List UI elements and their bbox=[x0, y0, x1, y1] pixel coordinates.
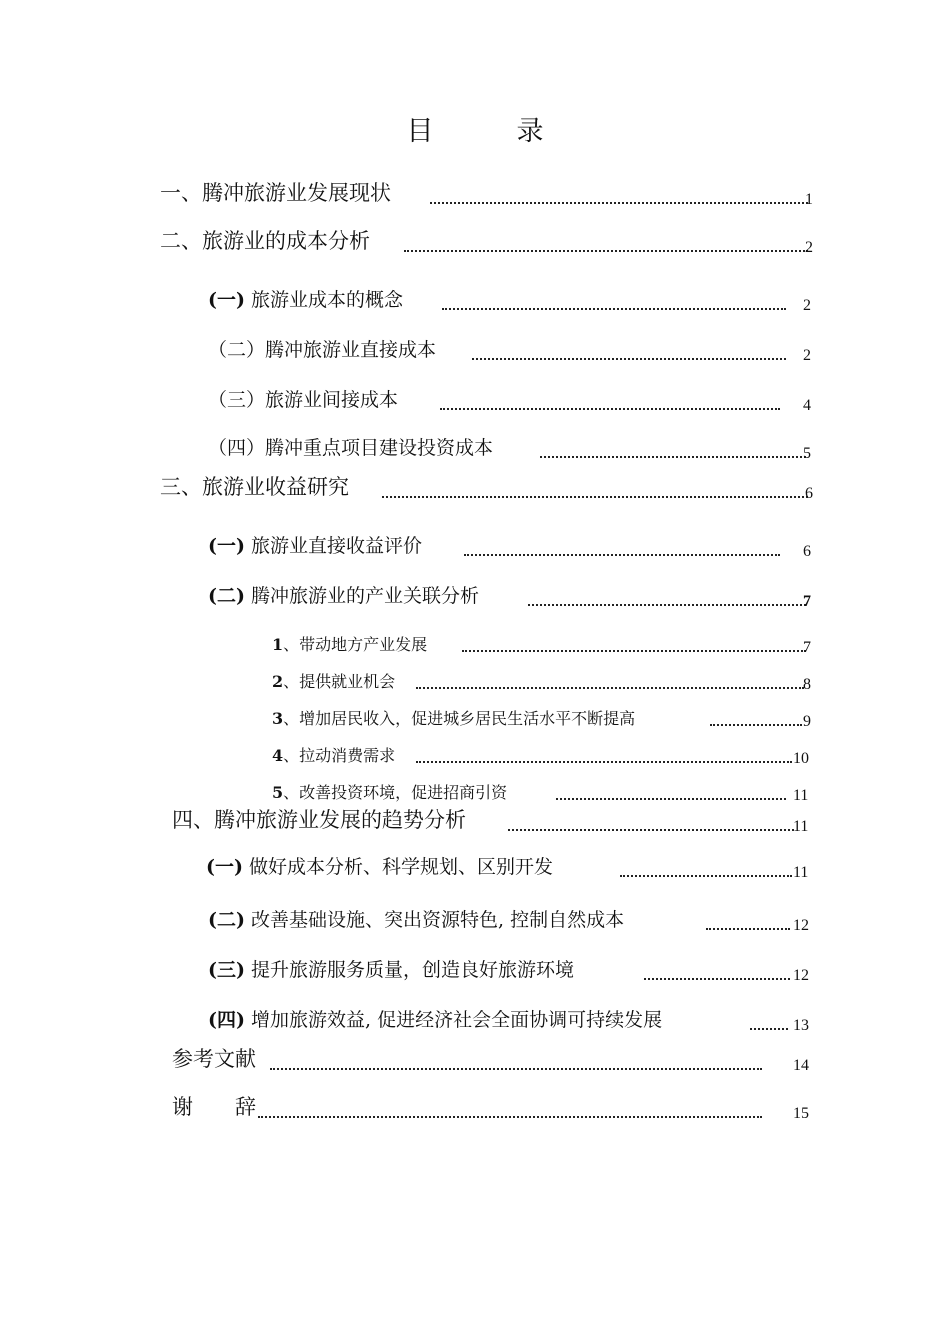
toc-entry-title: 、提供就业机会 bbox=[283, 671, 396, 691]
toc-entry-number: (一) bbox=[208, 289, 245, 312]
toc-leader-dots bbox=[258, 1116, 762, 1118]
toc-entry[interactable] bbox=[208, 332, 820, 368]
toc-entry-title: 、带动地方产业发展 bbox=[283, 634, 428, 654]
toc-entry-label bbox=[272, 672, 395, 691]
toc-entry-title: 三、旅游业收益研究 bbox=[160, 474, 349, 499]
toc-entry[interactable] bbox=[272, 698, 820, 734]
toc-leader-dots bbox=[644, 978, 790, 980]
toc-leader-dots bbox=[404, 250, 808, 252]
toc-entry[interactable] bbox=[208, 528, 820, 564]
toc-leader-dots bbox=[430, 202, 808, 204]
toc-entry-label bbox=[206, 856, 553, 879]
toc-entry[interactable] bbox=[208, 1002, 820, 1038]
toc-entry-label bbox=[172, 1046, 256, 1072]
toc-entry-number: (二) bbox=[208, 585, 245, 608]
toc-entry[interactable] bbox=[206, 849, 820, 885]
toc-entry-number: 2 bbox=[272, 671, 284, 691]
toc-entry-title: （四）腾冲重点项目建设投资成本 bbox=[208, 437, 494, 460]
toc-leader-dots bbox=[710, 724, 802, 726]
toc-entry-title: 旅游业直接收益评价 bbox=[244, 535, 423, 558]
toc-page-number: 10 bbox=[793, 750, 809, 767]
toc-entry[interactable] bbox=[172, 1042, 820, 1078]
toc-entry-number: 4 bbox=[272, 745, 284, 765]
toc-entry-title: 一、腾冲旅游业发展现状 bbox=[160, 180, 391, 205]
toc-entry[interactable] bbox=[160, 176, 820, 212]
toc-page-number: 6 bbox=[803, 543, 811, 560]
toc-page-number: 6 bbox=[805, 485, 813, 502]
toc-page-number: 15 bbox=[793, 1105, 809, 1122]
toc-page-number: 2 bbox=[805, 239, 813, 256]
toc-page-number: 7 bbox=[803, 593, 811, 610]
toc-entry-label bbox=[272, 783, 507, 802]
toc-entry-title: 谢 辞 bbox=[172, 1094, 256, 1119]
toc-entry-label bbox=[160, 228, 370, 254]
toc-page-number: 4 bbox=[803, 397, 811, 414]
toc-leader-dots bbox=[440, 408, 780, 410]
toc-entry-label bbox=[208, 959, 574, 982]
toc-leader-dots bbox=[508, 829, 794, 831]
toc-entry-label bbox=[160, 180, 391, 206]
toc-leader-dots bbox=[472, 358, 786, 360]
toc-leader-dots bbox=[464, 554, 780, 556]
toc-page-number: 12 bbox=[793, 917, 809, 934]
toc-entry[interactable] bbox=[208, 902, 820, 938]
toc-entry[interactable] bbox=[208, 430, 820, 466]
toc-entry-title: 参考文献 bbox=[172, 1046, 256, 1071]
toc-entry[interactable] bbox=[272, 624, 820, 660]
toc-page-number: 11 bbox=[793, 787, 809, 804]
toc-entry-title: （二）腾冲旅游业直接成本 bbox=[208, 339, 437, 362]
toc-entry-title: 腾冲旅游业的产业关联分析 bbox=[244, 585, 480, 608]
toc-entry-label bbox=[208, 1009, 662, 1032]
toc-entry-number: (四) bbox=[208, 1009, 245, 1032]
toc-page-number: 2 bbox=[803, 297, 811, 314]
toc-leader-dots bbox=[528, 604, 806, 606]
toc-entry-number: (一) bbox=[206, 856, 243, 879]
toc-leader-dots bbox=[750, 1028, 788, 1030]
toc-entry-title: 做好成本分析、科学规划、区别开发 bbox=[242, 856, 554, 879]
toc-entry[interactable] bbox=[208, 382, 820, 418]
toc-entry-title: 二、旅游业的成本分析 bbox=[160, 228, 370, 253]
toc-page-number: 9 bbox=[803, 713, 811, 730]
toc-page-number: 8 bbox=[803, 676, 811, 693]
toc-entry-label bbox=[208, 437, 493, 460]
toc-entry-label bbox=[208, 339, 436, 362]
toc-leader-dots bbox=[540, 456, 806, 458]
toc-entry-title: （三）旅游业间接成本 bbox=[208, 389, 399, 412]
toc-entry-label bbox=[160, 474, 349, 500]
toc-entry-title: 旅游业成本的概念 bbox=[244, 289, 404, 312]
toc-entry-label bbox=[208, 535, 422, 558]
toc-entry-label bbox=[272, 709, 635, 728]
toc-entry-title: 四、腾冲旅游业发展的趋势分析 bbox=[172, 807, 466, 832]
toc-page-number: 1 bbox=[805, 191, 813, 208]
toc-leader-dots bbox=[706, 928, 790, 930]
toc-entry-label bbox=[208, 389, 398, 412]
toc-entry-title: 、拉动消费需求 bbox=[283, 745, 396, 765]
toc-leader-dots bbox=[416, 761, 792, 763]
toc-entry-title: 增加旅游效益, 促进经济社会全面协调可持续发展 bbox=[244, 1009, 663, 1032]
toc-entry[interactable] bbox=[208, 578, 820, 614]
toc-entry[interactable] bbox=[172, 1090, 820, 1126]
toc-page-number: 13 bbox=[793, 1017, 809, 1034]
toc-entry[interactable] bbox=[160, 470, 820, 506]
toc-entry-label bbox=[208, 909, 624, 932]
toc-entry[interactable] bbox=[272, 661, 820, 697]
toc-leader-dots bbox=[442, 308, 786, 310]
toc-page-number: 2 bbox=[803, 347, 811, 364]
toc-leader-dots bbox=[270, 1068, 762, 1070]
toc-entry-label bbox=[272, 746, 395, 765]
toc-entry-number: 1 bbox=[272, 634, 284, 654]
toc-page-number: 14 bbox=[793, 1057, 809, 1074]
page-title: 目 录 bbox=[406, 116, 572, 147]
toc-entry-title: 提升旅游服务质量，创造良好旅游环境 bbox=[244, 959, 575, 982]
toc-page-number: 12 bbox=[793, 967, 809, 984]
toc-entry-title: 、增加居民收入，促进城乡居民生活水平不断提高 bbox=[283, 708, 636, 728]
toc-entry-label bbox=[272, 635, 427, 654]
toc-leader-dots bbox=[556, 798, 786, 800]
toc-page-number: 11 bbox=[793, 818, 809, 835]
toc-entry-number: (一) bbox=[208, 535, 245, 558]
toc-entry-number: (三) bbox=[208, 959, 245, 982]
toc-entry[interactable] bbox=[172, 803, 820, 839]
toc-entry-label bbox=[172, 807, 466, 833]
toc-page-number: 11 bbox=[793, 864, 809, 881]
toc-leader-dots bbox=[382, 496, 808, 498]
toc-entry-number: 3 bbox=[272, 708, 284, 728]
toc-entry-label bbox=[208, 585, 479, 608]
toc-leader-dots bbox=[620, 875, 792, 877]
toc-page-number: 5 bbox=[803, 445, 811, 462]
toc-entry-label bbox=[208, 289, 403, 312]
toc-entry[interactable] bbox=[208, 952, 820, 988]
toc-entry[interactable] bbox=[272, 735, 820, 771]
toc-entry-number: 5 bbox=[272, 782, 284, 802]
toc-entry-title: 、改善投资环境，促进招商引资 bbox=[283, 782, 508, 802]
toc-entry-title: 改善基础设施、突出资源特色, 控制自然成本 bbox=[244, 909, 625, 932]
toc-entry[interactable] bbox=[208, 282, 820, 318]
toc-entry[interactable] bbox=[160, 224, 820, 260]
toc-entry-number: (二) bbox=[208, 909, 245, 932]
toc-leader-dots bbox=[462, 650, 806, 652]
toc-leader-dots bbox=[416, 687, 804, 689]
toc-entry-label bbox=[172, 1094, 256, 1120]
toc-page-number: 7 bbox=[803, 639, 811, 656]
